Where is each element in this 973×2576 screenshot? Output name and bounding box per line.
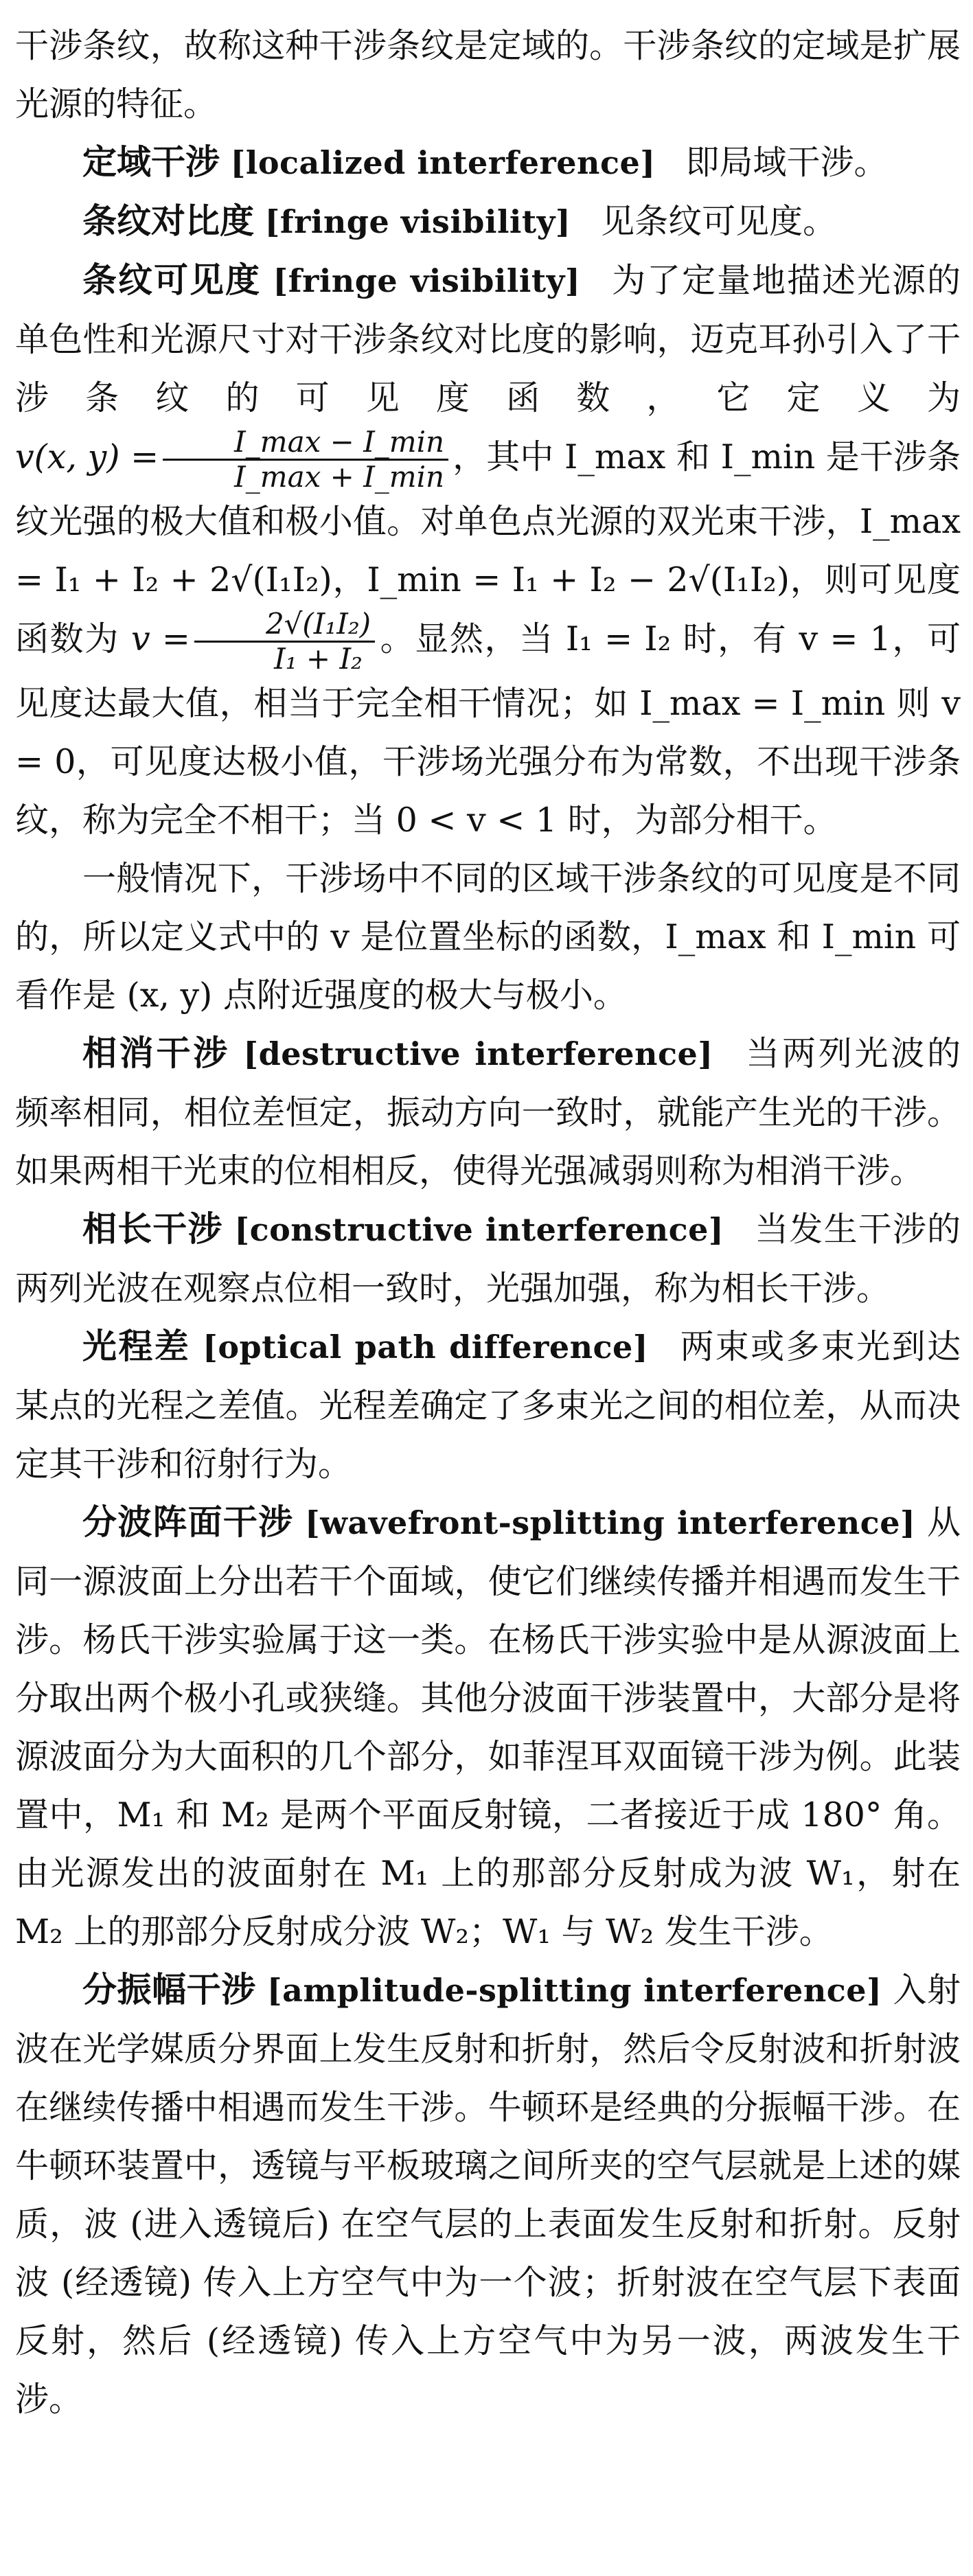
entry-amplitude-splitting bbox=[15, 1961, 961, 2428]
entry-definition: 入射波在光学媒质分界面上发生反射和折射，然后令反射波和折射波在继续传播中相遇而发生干涉。牛顿环是经典的分振幅干涉。在牛顿环装置中，透镜与平板玻璃之间所夹的空气层就是上述的媒质，波 (进入透镜后) 在空气层的上表面发生反射和折射。反射波 (经透镜) 传入上方空气中为一个波；折射波在空气层下表面反射，然后 (经透镜) 传入上方空气中为另一波，两波发生干涉。 bbox=[15, 1970, 961, 2419]
paragraph-text: 一般情况下，干涉场中不同的区域干涉条纹的可见度是不同的，所以定义式中的 v 是位置坐标的函数，I_max 和 I_min 可看作是 (x, y) 点附近强度的极大与极小。 bbox=[15, 859, 961, 1015]
entry-optical-path-difference bbox=[15, 1318, 961, 1493]
entry-english: [destructive interference] bbox=[243, 1035, 713, 1073]
visibility-formula bbox=[15, 425, 453, 494]
formula-lhs: v = bbox=[131, 619, 190, 659]
entry-english: [fringe visibility] bbox=[264, 203, 571, 240]
paragraph-text: 干涉条纹，故称这种干涉条纹是定域的。干涉条纹的定域是扩展光源的特征。 bbox=[15, 26, 961, 124]
paragraph-general bbox=[15, 849, 961, 1024]
entry-english: [amplitude-splitting interference] bbox=[266, 1972, 882, 2010]
entry-english: [constructive interference] bbox=[234, 1211, 724, 1249]
entry-destructive-interference bbox=[15, 1024, 961, 1200]
entry-term: 定域干涉 bbox=[82, 142, 220, 182]
entry-fringe-visibility bbox=[15, 251, 961, 849]
formula-denominator: I_max + I_min bbox=[234, 460, 445, 494]
entry-term: 光程差 bbox=[82, 1326, 191, 1367]
entry-english: [wavefront-splitting interference] bbox=[305, 1504, 916, 1542]
visibility-function-formula bbox=[131, 607, 379, 676]
entry-definition: 从同一源波面上分出若干个面域，使它们继续传播并相遇而发生干涉。杨氏干涉实验属于这一类。在杨氏干涉实验中是从源波面上分取出两个极小孔或狭缝。其他分波面干涉装置中，大部分是将源波面分为大面积的几个部分，如菲涅耳双面镜干涉为例。此装置中，M₁ 和 M₂ 是两个平面反射镜，二者接近于成 180° 角。由光源发出的波面射在 M₁ 上的那部分反射成为波 W₁，射在 M₂ 上的那部分反射成分波 W₂；W₁ 与 W₂ 发生干涉。 bbox=[15, 1503, 961, 1952]
entry-localized-interference bbox=[15, 133, 961, 192]
entry-definition-cont: ，其中 I_max 和 I_min 是干涉条纹光强的极大值和极小值。对单色点光源的双光束干涉，I_max = I₁ + I₂ + 2√(I₁I₂)，I_min = I₁ + I₂ − 2√(I₁I₂)，则可见度函数为 bbox=[15, 437, 961, 659]
entry-wavefront-splitting bbox=[15, 1493, 961, 1961]
entry-definition: 当发生干涉的两列光波在观察点位相一致时，光强加强，称为相长干涉。 bbox=[15, 1210, 961, 1309]
entry-term: 相消干涉 bbox=[82, 1033, 230, 1074]
entry-term: 条纹可见度 bbox=[82, 260, 261, 300]
entry-english: [localized interference] bbox=[230, 144, 656, 181]
formula-lhs: v(x, y) = bbox=[15, 437, 159, 477]
paragraph-intro bbox=[15, 16, 961, 133]
entry-term: 条纹对比度 bbox=[82, 201, 254, 241]
entry-definition: 即局域干涉。 bbox=[685, 143, 888, 182]
entry-term: 分波阵面干涉 bbox=[82, 1502, 294, 1543]
entry-english: [optical path difference] bbox=[203, 1329, 649, 1366]
entry-term: 分振幅干涉 bbox=[82, 1970, 256, 2010]
entry-definition: 两束或多束光到达某点的光程之差值。光程差确定了多束光之间的相位差，从而决定其干涉和衍射行为。 bbox=[15, 1327, 961, 1484]
entry-fringe-contrast bbox=[15, 192, 961, 251]
formula-denominator: I₁ + I₂ bbox=[274, 642, 363, 676]
formula-fraction bbox=[163, 427, 448, 492]
formula-numerator: I_max − I_min bbox=[163, 427, 448, 461]
entry-definition: 为了定量地描述光源的单色性和光源尺寸对干涉条纹对比度的影响，迈克耳孙引入了干涉条纹的可见度函数，它定义为 bbox=[15, 261, 961, 417]
formula-fraction bbox=[194, 609, 375, 674]
entry-definition: 当两列光波的频率相同，相位差恒定，振动方向一致时，就能产生光的干涉。如果两相干光束的位相相反，使得光强减弱则称为相消干涉。 bbox=[15, 1034, 961, 1191]
entry-constructive-interference bbox=[15, 1200, 961, 1318]
entry-definition-cont: 。显然，当 I₁ = I₂ 时，有 v = 1，可见度达最大值，相当于完全相干情况；如 I_max = I_min 则 v = 0，可见度达极小值，干涉场光强分布为常数，不出现干涉条纹，称为完全不相干；当 0 < v < 1 时，为部分相干。 bbox=[15, 619, 961, 840]
entry-definition: 见条纹可见度。 bbox=[601, 202, 837, 241]
entry-english: [fringe visibility] bbox=[273, 262, 581, 299]
formula-numerator: 2√(I₁I₂) bbox=[194, 609, 375, 643]
entry-term: 相长干涉 bbox=[82, 1209, 223, 1250]
